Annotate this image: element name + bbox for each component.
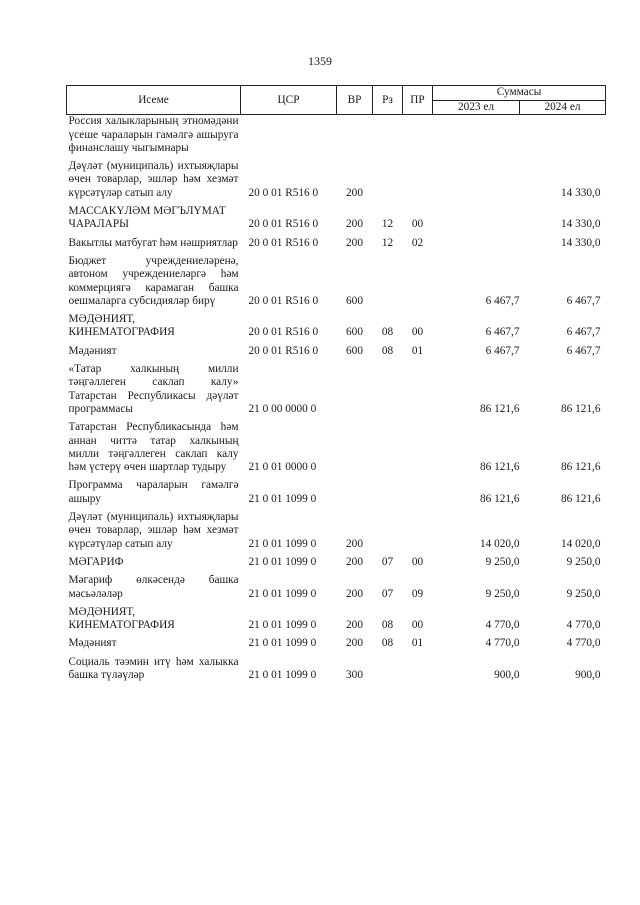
- row-amount-2024: 4 770,0: [566, 637, 601, 650]
- row-amount-2024: 86 121,6: [560, 461, 601, 474]
- row-csr: 21 0 01 1099 0: [248, 637, 317, 650]
- row-amount-2023: 86 121,6: [479, 402, 520, 415]
- page-number: 1359: [308, 54, 332, 68]
- row-name: МӘДӘНИЯТ, КИНЕМАТОГРАФИЯ: [68, 313, 175, 339]
- row-csr: [241, 115, 337, 155]
- header-csr: ЦСР: [241, 86, 337, 115]
- row-csr: 20 0 01 R516 0: [248, 186, 319, 199]
- row-vr: 200: [346, 637, 363, 650]
- row-pr: [403, 115, 433, 155]
- table-row: [67, 358, 606, 416]
- header-sums: Суммасы: [433, 86, 606, 101]
- row-csr: 21 0 00 0000 0: [248, 402, 317, 415]
- row-amount-2024: 14 330,0: [560, 236, 601, 249]
- budget-table: [66, 85, 606, 682]
- row-vr: 200: [346, 555, 363, 568]
- row-vr: [337, 115, 373, 155]
- row-rz: 08: [381, 619, 394, 632]
- row-name: Социаль тәэмин итү һәм халыкка башка түләүләр: [68, 655, 239, 681]
- row-amount-2024: 6 467,7: [566, 294, 601, 307]
- table-row: [67, 115, 606, 155]
- row-amount-2023: 6 467,7: [485, 344, 520, 357]
- row-pr: 00: [411, 218, 424, 231]
- row-name: Бюджет учреждениеләренә, автоном учреждениеләргә һәм коммерциягә карамаган башка оешмаларга субсидияләр бирү: [68, 254, 239, 307]
- row-amount-2024: 14 330,0: [560, 186, 601, 199]
- row-csr: 21 0 01 1099 0: [248, 587, 317, 600]
- row-rz: 08: [381, 637, 394, 650]
- row-amount-2024: 14 330,0: [560, 218, 601, 231]
- row-pr: [403, 416, 433, 474]
- row-amount-2023: 4 770,0: [485, 637, 520, 650]
- row-name: Программа чараларын гамәлгә ашыру: [68, 479, 239, 505]
- row-csr: 21 0 01 1099 0: [248, 537, 317, 550]
- table-row: [67, 340, 606, 358]
- row-name: Вакытлы матбугат һәм нәшриятлар: [68, 236, 238, 249]
- row-pr: [403, 250, 433, 308]
- row-pr: 02: [411, 236, 424, 249]
- row-csr: 21 0 01 0000 0: [248, 461, 317, 474]
- row-amount-2024: 4 770,0: [566, 619, 601, 632]
- row-vr: 200: [346, 619, 363, 632]
- table-row: [67, 155, 606, 200]
- row-name: Дәүләт (муниципаль) ихтыяҗлары өчен товарлар, эшләр һәм хезмәт күрсәтүләр сатып алу: [68, 511, 239, 550]
- row-vr: 600: [346, 344, 363, 357]
- row-csr: 20 0 01 R516 0: [248, 344, 319, 357]
- header-pr: ПР: [403, 86, 433, 115]
- row-amount-2023: [433, 155, 520, 200]
- row-vr: [337, 358, 373, 416]
- row-pr: 00: [411, 555, 424, 568]
- row-name: МАССАКҮЛӘМ МӘГЪЛҮМАТ ЧАРАЛАРЫ: [68, 205, 226, 231]
- row-amount-2023: [433, 115, 520, 155]
- table-row: [67, 308, 606, 340]
- table-row: [67, 601, 606, 633]
- row-amount-2024: 9 250,0: [566, 587, 601, 600]
- row-vr: [337, 416, 373, 474]
- table-row: [67, 651, 606, 683]
- row-rz: 07: [381, 555, 394, 568]
- table-body: [67, 115, 606, 682]
- row-name: Россия халыкларының этномәдәни үсеше чараларын гамәлгә ашыруга финанслашу чыгымнары: [68, 115, 239, 154]
- row-csr: 20 0 01 R516 0: [248, 326, 319, 339]
- row-csr: 21 0 01 1099 0: [248, 668, 317, 681]
- row-name: МӘДӘНИЯТ, КИНЕМАТОГРАФИЯ: [68, 605, 175, 632]
- row-vr: 300: [346, 668, 363, 681]
- row-vr: 200: [346, 587, 363, 600]
- row-amount-2023: 6 467,7: [485, 294, 520, 307]
- row-rz: [373, 115, 403, 155]
- row-rz: 08: [381, 326, 394, 339]
- table-row: [67, 632, 606, 650]
- table-row: [67, 569, 606, 601]
- row-vr: 200: [346, 218, 363, 231]
- row-csr: 20 0 01 R516 0: [248, 236, 319, 249]
- row-amount-2024: 900,0: [575, 668, 601, 681]
- row-amount-2024: 14 020,0: [560, 537, 601, 550]
- row-amount-2023: 6 467,7: [485, 326, 520, 339]
- row-rz: 12: [381, 218, 394, 231]
- row-vr: 600: [346, 326, 363, 339]
- row-amount-2024: 6 467,7: [566, 326, 601, 339]
- row-amount-2024: 6 467,7: [566, 344, 601, 357]
- table-header: [67, 86, 606, 115]
- row-rz: [373, 358, 403, 416]
- row-name: МӘГАРИФ: [68, 555, 124, 568]
- row-amount-2024: 9 250,0: [566, 555, 601, 568]
- row-name: «Татар халкының милли тәңгәллеген саклап калу» Татарстан Республикасы дәүләт программасы: [68, 363, 239, 415]
- row-amount-2023: 900,0: [494, 668, 520, 681]
- row-amount-2023: 86 121,6: [479, 461, 520, 474]
- row-rz: [373, 474, 403, 506]
- row-vr: 600: [346, 294, 363, 307]
- row-amount-2023: 86 121,6: [479, 492, 520, 505]
- table-row: [67, 474, 606, 506]
- row-amount-2024: 86 121,6: [560, 492, 601, 505]
- row-pr: 01: [411, 637, 424, 650]
- row-pr: [403, 651, 433, 683]
- row-csr: 21 0 01 1099 0: [248, 492, 317, 505]
- row-name: Татарстан Республикасында һәм аннан читтә татар халкының милли тәңгәллеген саклап калу һәм үстерү өчен шартлар тудыру: [68, 421, 239, 474]
- row-vr: [337, 474, 373, 506]
- row-rz: 12: [381, 236, 394, 249]
- row-rz: 08: [381, 344, 394, 357]
- row-amount-2023: 9 250,0: [485, 555, 520, 568]
- row-pr: 09: [411, 587, 424, 600]
- row-csr: 20 0 01 R516 0: [248, 218, 319, 231]
- row-amount-2023: [433, 200, 520, 232]
- table-row: [67, 200, 606, 232]
- row-pr: 01: [411, 344, 424, 357]
- row-name: Дәүләт (муниципаль) ихтыяҗлары өчен товарлар, эшләр һәм хезмәт күрсәтүләр сатып алу: [68, 160, 239, 199]
- header-year-2024: 2024 ел: [520, 101, 606, 115]
- row-csr: 20 0 01 R516 0: [248, 294, 319, 307]
- row-amount-2024: 86 121,6: [560, 402, 601, 415]
- row-name: Мәдәният: [68, 637, 117, 650]
- row-pr: [403, 474, 433, 506]
- row-name: Мәдәният: [68, 344, 117, 357]
- table-row: [67, 506, 606, 551]
- row-amount-2024: [520, 115, 606, 155]
- row-vr: 200: [346, 236, 363, 249]
- table-row: [67, 416, 606, 474]
- row-amount-2023: [433, 232, 520, 250]
- row-pr: [403, 358, 433, 416]
- row-amount-2023: 4 770,0: [485, 619, 520, 632]
- row-vr: 200: [346, 186, 363, 199]
- table-row: [67, 232, 606, 250]
- row-rz: 07: [381, 587, 394, 600]
- row-rz: [373, 155, 403, 200]
- header-rz: Рз: [373, 86, 403, 115]
- row-rz: [373, 651, 403, 683]
- row-pr: 00: [411, 619, 424, 632]
- row-csr: 21 0 01 1099 0: [248, 555, 317, 568]
- header-year-2023: 2023 ел: [433, 101, 520, 115]
- header-name: Исеме: [67, 86, 241, 115]
- row-rz: [373, 506, 403, 551]
- row-vr: 200: [346, 537, 363, 550]
- row-pr: [403, 155, 433, 200]
- row-csr: 21 0 01 1099 0: [248, 619, 317, 632]
- row-pr: [403, 506, 433, 551]
- row-amount-2023: 14 020,0: [479, 537, 520, 550]
- row-pr: 00: [411, 326, 424, 339]
- row-name: Мәгариф өлкәсендә башка мәсьәләләр: [68, 574, 239, 600]
- table-row: [67, 250, 606, 308]
- row-amount-2023: 9 250,0: [485, 587, 520, 600]
- header-vr: ВР: [337, 86, 373, 115]
- row-rz: [373, 416, 403, 474]
- row-rz: [373, 250, 403, 308]
- table-row: [67, 551, 606, 569]
